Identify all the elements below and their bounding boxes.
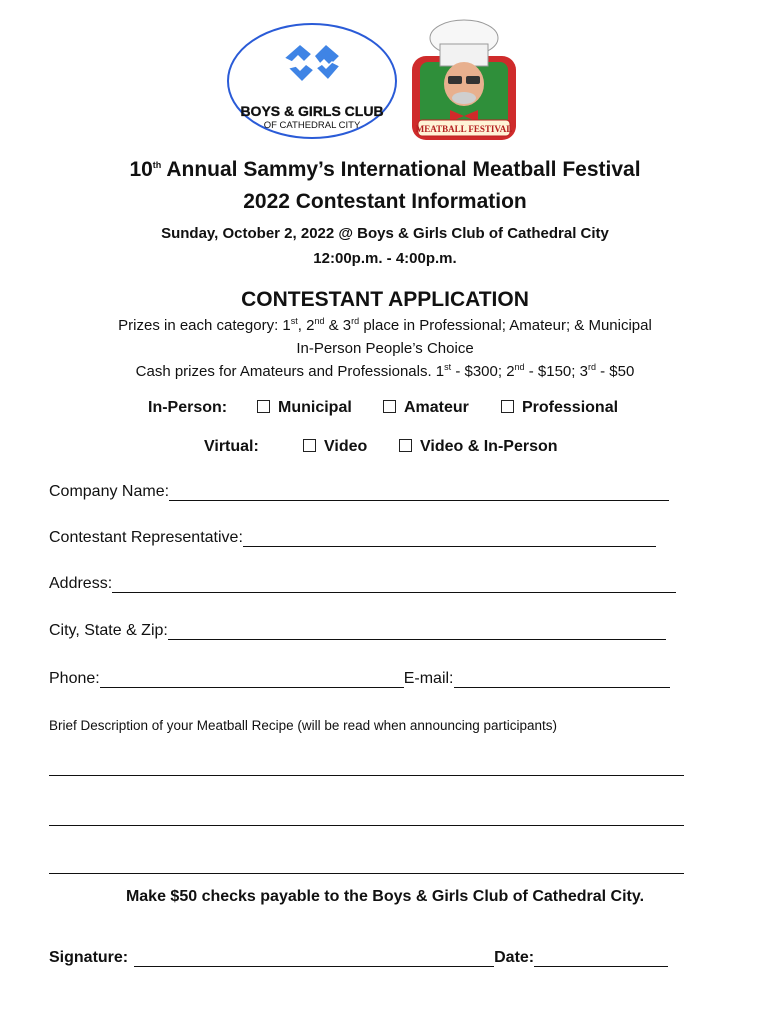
signature-label: Signature:: [49, 949, 129, 966]
phone-line[interactable]: [100, 669, 404, 688]
company-name-line[interactable]: [169, 482, 669, 501]
recipe-description-prompt: Brief Description of your Meatball Recipe (will be read when announcing participants): [49, 718, 558, 733]
representative-label: Contestant Representative:: [49, 529, 243, 546]
address-field[interactable]: [49, 574, 676, 593]
recipe-line-3[interactable]: [49, 873, 684, 874]
city-state-zip-label: City, State & Zip:: [49, 622, 168, 639]
logo-bar: [0, 10, 770, 140]
application-title: CONTESTANT APPLICATION: [241, 288, 529, 311]
meatball-banner-text: MEATBALL FESTIVAL: [415, 124, 513, 134]
option-municipal[interactable]: [257, 399, 352, 417]
municipal-checkbox[interactable]: [257, 400, 270, 413]
recipe-line-1[interactable]: [49, 775, 684, 776]
professional-label: Professional: [522, 399, 619, 416]
phone-label: Phone:: [49, 670, 100, 687]
bgc-line2: OF CATHEDRAL CITY: [263, 120, 361, 131]
option-professional[interactable]: [501, 399, 618, 417]
option-video[interactable]: [303, 438, 367, 456]
option-video-in-person[interactable]: [399, 438, 558, 456]
company-name-label: Company Name:: [49, 483, 170, 500]
amateur-label: Amateur: [404, 399, 469, 416]
checks-payable-note: Make $50 checks payable to the Boys & Girls Club of Cathedral City.: [125, 888, 645, 905]
video-checkbox[interactable]: [303, 439, 316, 452]
professional-checkbox[interactable]: [501, 400, 514, 413]
email-label: E-mail:: [403, 670, 454, 687]
option-amateur[interactable]: [383, 399, 469, 417]
address-line[interactable]: [112, 574, 676, 593]
city-state-zip-line[interactable]: [168, 621, 666, 640]
video-in-person-checkbox[interactable]: [399, 439, 412, 452]
video-in-person-label: Video & In-Person: [420, 438, 558, 455]
signature-line[interactable]: [134, 948, 494, 967]
recipe-line-2[interactable]: [49, 825, 684, 826]
prizes-text: Prizes in each category: 1st, 2nd & 3rd place in Professional; Amateur; & Municipal: [118, 316, 652, 334]
festival-title: 10th Annual Sammy’s International Meatball Festival: [129, 158, 641, 181]
virtual-label: Virtual:: [204, 438, 259, 455]
date-label: Date:: [494, 949, 535, 966]
address-label: Address:: [49, 575, 113, 592]
date-line[interactable]: [534, 948, 668, 967]
boys-girls-club-logo: [226, 22, 398, 140]
phone-email-field[interactable]: [49, 669, 670, 688]
event-date: Sunday, October 2, 2022 @ Boys & Girls Club of Cathedral City: [161, 225, 609, 242]
in-person-label: In-Person:: [148, 399, 228, 416]
city-state-zip-field[interactable]: [49, 621, 666, 640]
peoples-choice-text: In-Person People’s Choice: [296, 340, 474, 357]
event-time: 12:00p.m. - 4:00p.m.: [313, 250, 457, 267]
cash-prizes-text: Cash prizes for Amateurs and Professionals. 1st - $300; 2nd - $150; 3rd - $50: [135, 362, 635, 380]
company-name-field[interactable]: [49, 482, 669, 501]
amateur-checkbox[interactable]: [383, 400, 396, 413]
representative-field[interactable]: [49, 528, 656, 547]
contestant-info-title: 2022 Contestant Information: [243, 190, 527, 213]
signature-row[interactable]: [49, 948, 668, 967]
meatball-festival-logo: [408, 16, 520, 144]
video-label: Video: [324, 438, 368, 455]
representative-line[interactable]: [243, 528, 656, 547]
municipal-label: Municipal: [278, 399, 352, 416]
email-line[interactable]: [454, 669, 670, 688]
bgc-line1: BOYS & GIRLS CLUB: [240, 103, 384, 119]
